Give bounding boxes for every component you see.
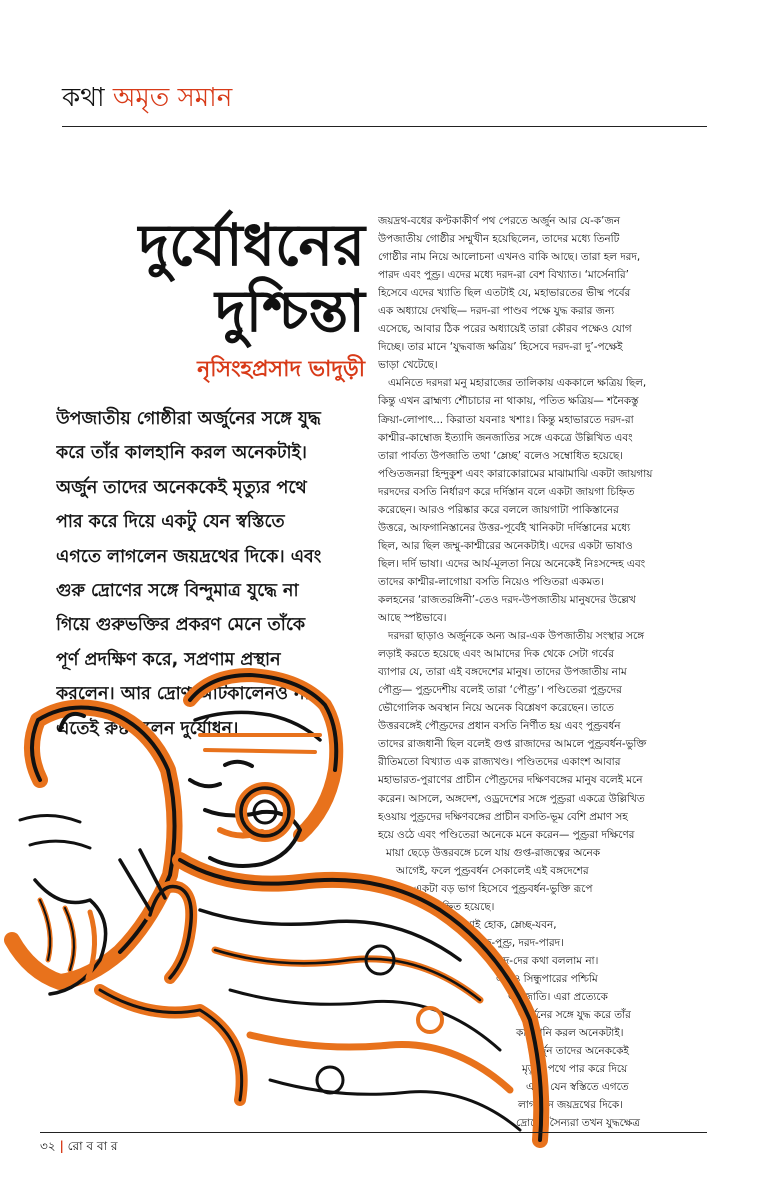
body-line: দ্রোণের সৈন্যরা তখন যুদ্ধক্ষেত্র <box>516 1117 640 1130</box>
body-line: ক্রিয়া-লোপাৎ... কিরাতা যবনাঃ খশাঃ। কিন্তু মহাভারতে দরদ-রা <box>378 413 634 426</box>
body-line: মৃত্যুর পথে পার করে দিয়ে <box>522 1063 628 1076</box>
body-line: কিন্তু এখন ব্রাহ্মণ্য শৌচাচার না থাকায়, পতিত ক্ষত্রিয়— শনৈকস্তু <box>378 395 639 408</box>
header-rule <box>62 126 707 127</box>
body-line: মহাভারত-পুরাণের প্রাচীন পৌণ্ড্রদের দক্ষিণবঙ্গের মানুষ বলেই মনে <box>378 774 643 787</box>
body-line: লাগলেন জয়দ্রথের দিকে। <box>518 1099 623 1112</box>
body-line: একটা বড় ভাগ হিসেবে পুণ্ড্রবর্ধন-ভুক্তি রূপে <box>414 882 593 895</box>
body-line: দরদদের বসতি নির্ধারণ করে দর্দিস্তান বলে একটা জায়গা চিহ্নিত <box>378 485 635 498</box>
lede-line: করে তাঁর কালহানি করল অনেকটাই। <box>56 443 307 464</box>
body-line: এরাও সিন্ধুপারের পশ্চিমি <box>496 972 598 985</box>
lede-line: পূর্ণ প্রদক্ষিণ করে, সপ্রণাম প্রস্থান <box>56 649 281 670</box>
body-line: উপজাতীয় গোষ্ঠীর সম্মুখীন হয়েছিলেন, তাদের মধ্যে তিনটি <box>378 233 620 246</box>
lede-line: পার করে দিয়ে একটু যেন স্বস্তিতে <box>56 512 285 533</box>
body-line: রীতিমতো বিখ্যাত এক রাজ্যখণ্ড। পণ্ডিতদের একাংশ আবার <box>378 756 621 769</box>
body-line: তাদের কাশ্মীর-লাগোয়া বসতি নিয়েও পণ্ডিতরা একমত। <box>378 575 604 588</box>
lede-line: অর্জুন তাদের অনেককেই মৃত্যুর পথে <box>56 477 307 498</box>
body-line: পৌণ্ড্র— পুণ্ড্রদেশীয় বলেই তারা ‘পৌণ্ড্র’। পণ্ডিতেরা পুণ্ড্রদের <box>378 684 622 697</box>
body-line: ব্যাপার যে, তারা এই বঙ্গদেশের মানুষ। তাদের উপজাতীয় নাম <box>378 666 627 679</box>
footer-rule <box>40 1132 707 1133</box>
article-title-line-2: দুশ্চিন্তা <box>215 277 365 345</box>
body-line: দরদরা ছাড়াও অর্জুনকে অন্য আর-এক উপজাতীয় সংস্থার সঙ্গে <box>388 630 645 643</box>
section-accent: অমৃত সমান <box>112 83 233 113</box>
section-header <box>62 82 707 114</box>
body-line: পারদ এবং পুণ্ড্র। এদের মধ্যে দরদ-রা বেশ বিখ্যাত। ‘মার্সেনারি’ <box>378 269 629 282</box>
page-number: ৩২ <box>40 1139 56 1153</box>
body-line: পণ্ডিতজনরা হিন্দুকুশ এবং কারাকোরামের মাঝামাঝি একটা জায়গায় <box>378 467 653 480</box>
body-line: দিচ্ছে। তার মানে ‘যুদ্ধবাজ ক্ষত্রিয়’ হিসেবে দরদ-রা দু’-পক্ষেই <box>378 341 623 354</box>
body-line: ভৌগোলিক অবস্থান নিয়ে অনেক বিশ্লেষণ করেছেন। তাতে <box>378 702 614 715</box>
body-line: ছিল, আর ছিল জম্মু-কাশ্মীরের অনেকটাই। এদের একটা ভাষাও <box>378 539 633 552</box>
body-line: জয়দ্রথ-বধের কণ্টকাকীর্ণ পথ পেরতে অর্জুন আর যে-ক’জন <box>378 215 620 227</box>
lede-line: গিয়ে গুরুভক্তির প্রকরণ মেনে তাঁকে <box>56 615 306 636</box>
body-line: তারা পার্বত্য উপজাতি তথা ‘ম্লেচ্ছ’ বলেও সম্বোধিত হয়েছে। <box>378 449 623 462</box>
body-line: উত্তরবঙ্গেই পৌণ্ড্রদের প্রধান বসতি নির্ণীত হয় এবং পুণ্ড্রবর্ধন <box>378 720 621 733</box>
body-line: অর্জুনের সঙ্গে যুদ্ধ করে তাঁর <box>518 1009 631 1022</box>
lede-line: উপজাতীয় গোষ্ঠীরা অর্জুনের সঙ্গে যুদ্ধ <box>56 409 321 429</box>
body-line: লড়াই করতে হয়েছে এবং আমাদের দিক থেকে সেটা গর্বের <box>378 648 614 661</box>
body-line: জনজাতি। এরা প্রত্যেকে <box>508 991 608 1004</box>
body-line: তাদের রাজধানী ছিল বলেই গুপ্ত রাজাদের আমলে পুণ্ড্রবর্ধন-ভুক্তি <box>378 738 647 751</box>
body-line: চিহ্নিত হয়েছে। <box>434 900 495 913</box>
body-line: পারদ-দের কথা বললাম না। <box>488 954 599 967</box>
body-line: ছিল। দর্দি ভাষা। এদের আর্য-মূলতা নিয়ে অনেকেই নিঃসন্দেহ এবং <box>378 557 646 570</box>
body-line: হওয়ায় পুণ্ড্রদের দক্ষিণবঙ্গের প্রাচীন বসতি-ভূম বেশি প্রমাণ সহ <box>378 810 628 823</box>
lede-line: এতেই রুষ্ট হলেন দুর্যোধন। <box>56 718 239 739</box>
body-line: এসেছে, আবার ঠিক পরের অধ্যায়েই তারা কৌরব পক্ষেও যোগ <box>378 323 632 336</box>
body-line: করেন। আসলে, অঙ্গদেশ, ওড্রদেশের সঙ্গে পুণ্ড্ররা একত্রে উল্লিখিত <box>378 792 645 805</box>
lede-line: এগতে লাগলেন জয়দ্রথের দিকে। এবং <box>56 546 322 567</box>
body-line: করেছেন। আরও পরিষ্কার করে বললে জায়গাটা পাকিস্তানের <box>378 503 619 516</box>
author-byline: নৃসিংহপ্রসাদ ভাদুড়ী <box>197 357 365 382</box>
body-line: হিসেবে এদের খ্যাতি ছিল এতটাই যে, মহাভারতের ভীষ্ম পর্বের <box>378 287 631 300</box>
page-folio <box>40 1138 118 1154</box>
folio-separator: | <box>59 1139 64 1153</box>
body-line: অর্জুন তাদের অনেককেই <box>528 1045 629 1058</box>
body-line: আগেই, ফলে পুণ্ড্রবর্ধন সেকালেই এই বঙ্গদেশের <box>396 864 589 877</box>
body-line: গোষ্ঠীর নাম নিয়ে আলোচনা এখনও বাকি আছে। তারা হল দরদ, <box>378 251 641 264</box>
body-line: ভাড়া খেটেছে। <box>378 359 438 372</box>
body-line: হয়ে ওঠে এবং পণ্ডিতেরা অনেকে মনে করেন— পুণ্ড্ররা দক্ষিণের <box>378 828 635 841</box>
body-line: শক-পুণ্ড্র, দরদ-পারদ। <box>478 936 564 949</box>
lede-line: গুরু দ্রোণের সঙ্গে বিন্দুমাত্র যুদ্ধে না <box>56 581 299 602</box>
body-line: এমনিতে দরদরা মনু মহারাজের তালিকায় এককালে ক্ষত্রিয় ছিল, <box>388 377 647 390</box>
body-line: মায়া ছেড়ে উত্তরবঙ্গে চলে যায় গুপ্ত-রাজত্বের অনেক <box>386 846 601 859</box>
magazine-name: রো ব বা র <box>67 1139 118 1153</box>
body-line: কাশ্মীর-কাম্বোজ ইত্যাদি জনজাতির সঙ্গে একত্রে উল্লিখিত এবং <box>378 431 633 444</box>
warrior-sage-illustration <box>0 660 560 1160</box>
body-line: কালহানি করল অনেকটাই। <box>516 1027 624 1040</box>
body-line: একটু যেন স্বস্তিতে এগতে <box>526 1081 629 1094</box>
body-line: কলহনের ‘রাজতরঙ্গিনী’-তেও দরদ-উপজাতীয় মানুষদের উল্লেখ <box>378 593 636 606</box>
lede-line: করলেন। আর দ্রোণ আটকালেনও না। <box>56 684 316 705</box>
section-prefix: কথা <box>62 83 105 113</box>
body-line: যাই হোক, ম্লেচ্ছ-যবন, <box>466 918 557 931</box>
body-line: উত্তরে, আফগানিস্তানের উত্তর-পূর্বেই খানিকটা দর্দিস্তানের মধ্যে <box>378 521 631 534</box>
body-line: আছে স্পষ্টভাবে। <box>378 612 447 625</box>
article-title-line-1: দুর্যোধনের <box>138 211 365 279</box>
body-line: এক অধ্যায়ে দেখছি— দরদ-রা পাণ্ডব পক্ষে যুদ্ধ করার জন্য <box>378 305 615 318</box>
